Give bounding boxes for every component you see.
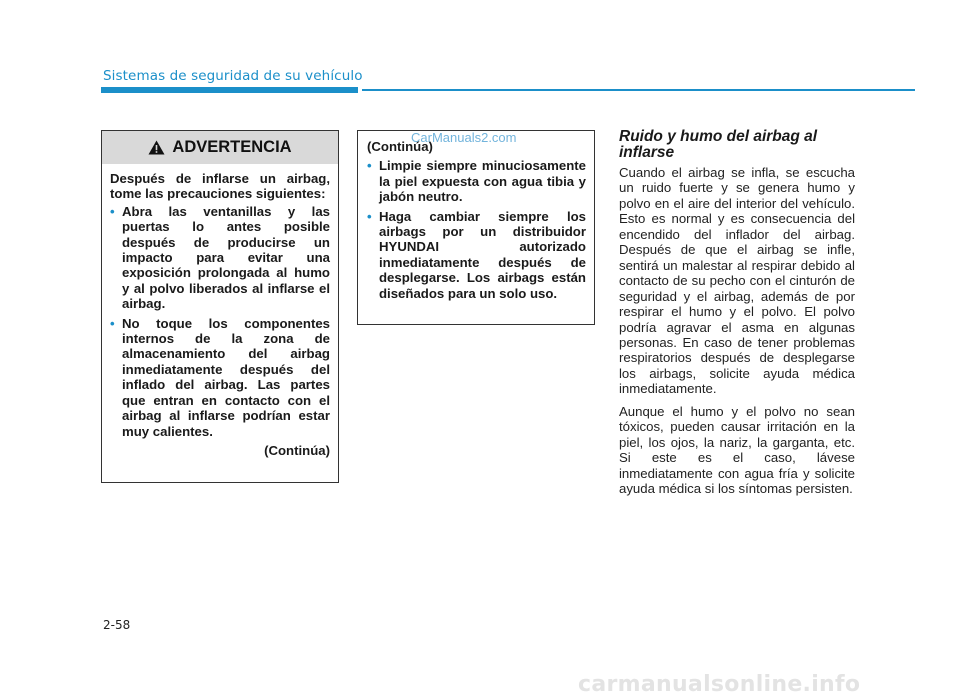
bullet-dot-icon: • (110, 203, 115, 219)
warning-content (110, 171, 330, 458)
header-rule-thick (101, 87, 358, 93)
continued-label: (Continúa) (264, 442, 330, 458)
warning-box (101, 130, 339, 483)
warning-bullet-item: • No toque los componentes internos de la zona de almacenamiento del airbag inmediatamente después del inflado del airbag. Las partes que entran en contacto con el airbag al inflarse podrían estar muy calientes. (110, 315, 330, 439)
body-paragraph: Cuando el airbag se infla, se escucha un ruido fuerte y se genera humo y polvo en el aire del interior del vehículo. Esto es normal y es consecuencia del encendido del inflador del airbag. Después de que el airbag se infle, sentirá un malestar al respirar debido al contacto de su pecho con el cinturón de seguridad y el airbag, además de por respirar el humo y el polvo. El polvo podría agravar el asma en algunas personas. En caso de tener problemas respiratorios después de desplegarse los airbags, solicite ayuda médica inmediatamente. (619, 165, 855, 397)
section-header-title: Sistemas de seguridad de su vehículo (103, 68, 363, 84)
warning-bullet-list (110, 204, 330, 439)
page-number: 2-58 (103, 618, 131, 632)
bullet-dot-icon: • (367, 208, 372, 224)
carmanuals-watermark: CarManuals2.com (411, 130, 517, 145)
continued-bullet-list (367, 158, 586, 301)
warning-label: ADVERTENCIA (172, 138, 292, 156)
continued-warning-box (357, 130, 595, 325)
bullet-dot-icon: • (367, 158, 372, 174)
warning-bullet-item: • Abra las ventanillas y las puertas lo antes posible después de producirse un impacto para evitar una exposición prolongada al humo y al polvo liberados al inflarse el airbag. (110, 203, 330, 312)
continued-bullet-item: • Limpie siempre minuciosamente la piel expuesta con agua tibia y jabón neutro. (367, 158, 586, 205)
body-paragraph: Aunque el humo y el polvo no sean tóxicos, pueden causar irritación en la piel, los ojos, la nariz, la garganta, etc. Si este es el caso, lávese inmediatamente con agua fría y solicite ayuda médica si los síntomas persisten. (619, 403, 855, 497)
continued-heading: (Continúa) (367, 139, 433, 154)
header-rule-thin (362, 89, 915, 91)
footer-watermark: carmanualsonline.info (578, 672, 861, 697)
continued-content (367, 139, 586, 305)
bullet-dot-icon: • (110, 315, 115, 331)
warning-intro: Después de inflarse un airbag, tome las precauciones siguientes: (110, 171, 330, 202)
section-body (619, 165, 855, 504)
warning-triangle-icon (148, 140, 165, 155)
warning-banner (102, 131, 338, 164)
section-title: Ruido y humo del airbag al inflarse (619, 128, 818, 161)
continued-bullet-item: • Haga cambiar siempre los airbags por un distribuidor HYUNDAI autorizado inmediatamente después de desplegarse. Los airbags están diseñados para un solo uso. (367, 208, 586, 301)
